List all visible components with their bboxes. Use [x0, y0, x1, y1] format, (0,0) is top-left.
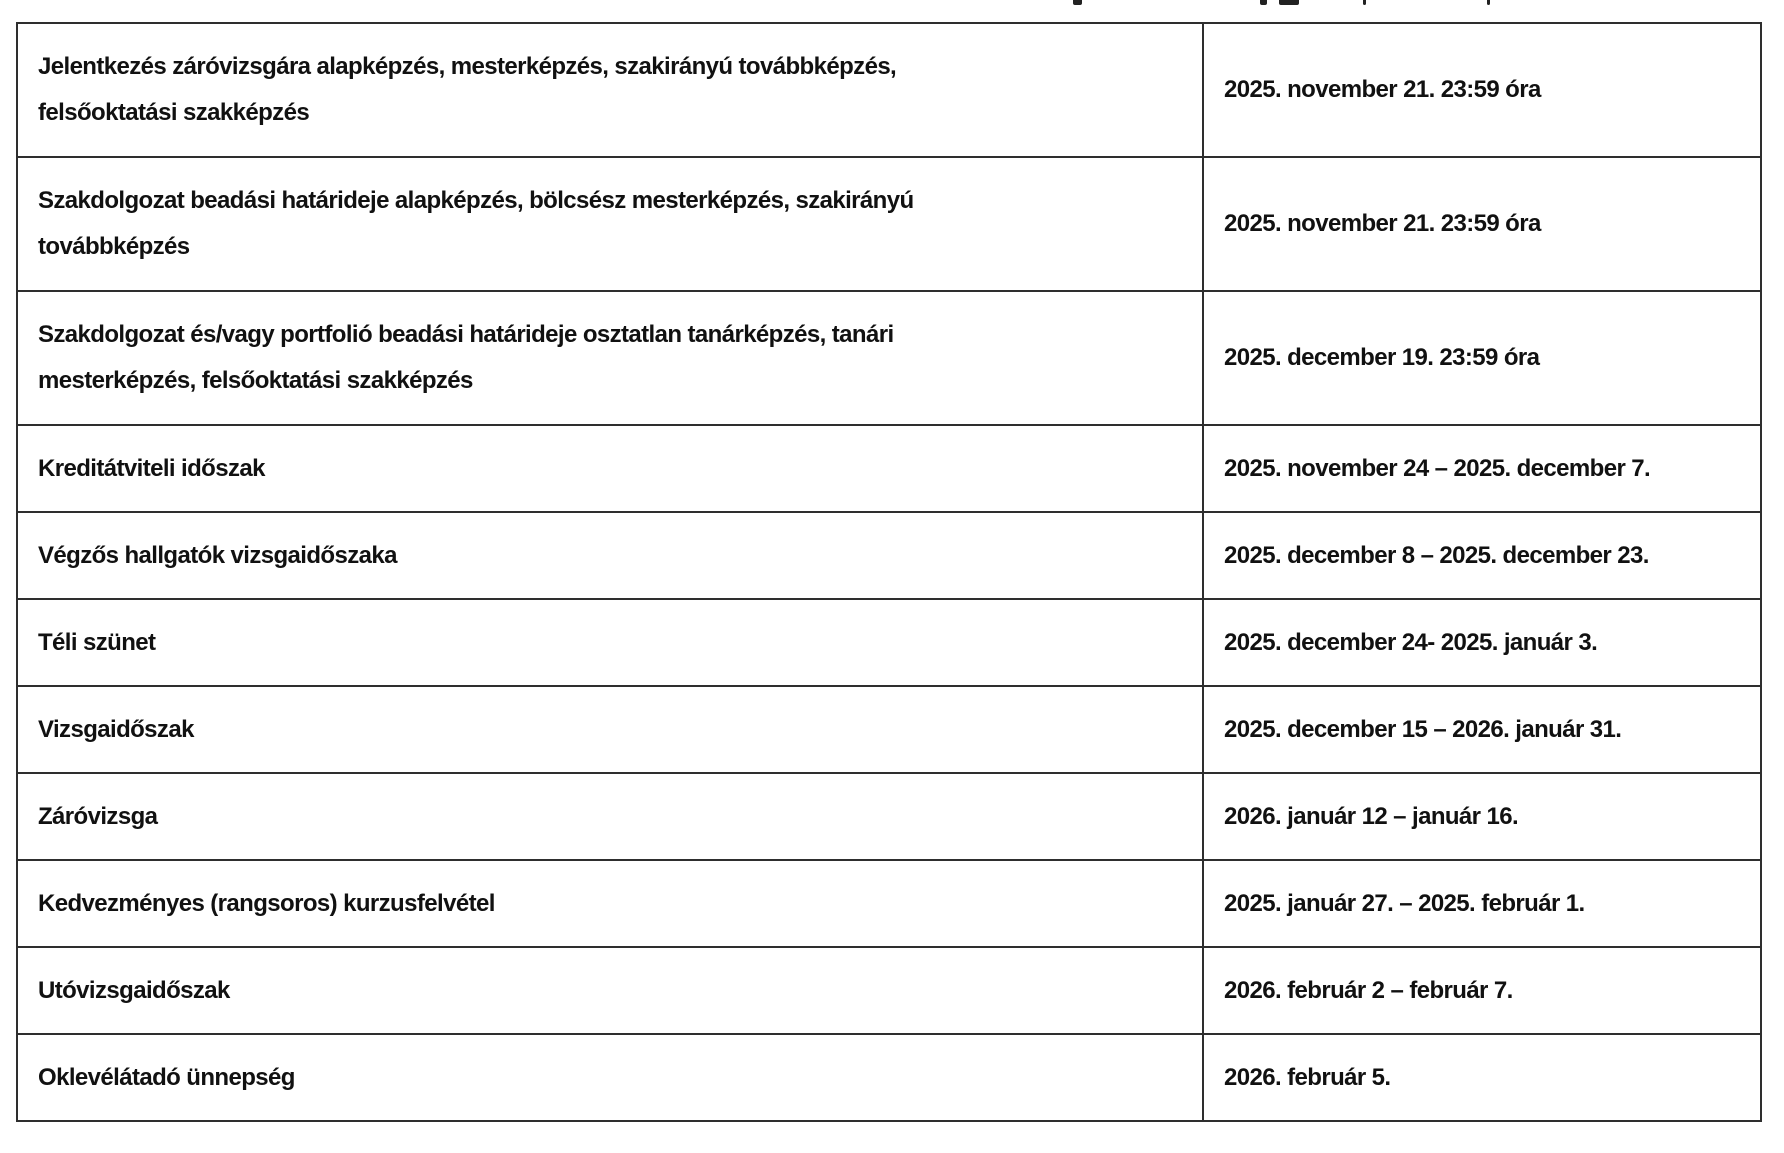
date-cell: 2025. november 24 – 2025. december 7.: [1203, 425, 1761, 512]
cut-off-previous-text-line: [0, 0, 1784, 8]
glyph-descender: [1363, 0, 1366, 5]
event-cell: Záróvizsga: [17, 773, 1203, 860]
table-row: [17, 23, 1761, 157]
date-cell: 2025. december 24- 2025. január 3.: [1203, 599, 1761, 686]
table-row: [17, 1034, 1761, 1121]
event-cell: [17, 23, 1203, 157]
event-cell: Végzős hallgatók vizsgaidőszaka: [17, 512, 1203, 599]
table-row: [17, 860, 1761, 947]
event-text-line: Szakdolgozat beadási határideje alapképzés, bölcsész mesterképzés, szakirányú: [38, 187, 914, 214]
table-row: [17, 512, 1761, 599]
glyph-descender: [1487, 0, 1490, 5]
date-cell: 2026. február 2 – február 7.: [1203, 947, 1761, 1034]
glyph-descender: [1073, 0, 1082, 5]
table-row: [17, 773, 1761, 860]
date-cell: 2025. november 21. 23:59 óra: [1203, 157, 1761, 291]
glyph-descender: [1260, 0, 1267, 5]
table-row: [17, 291, 1761, 425]
event-cell: Téli szünet: [17, 599, 1203, 686]
date-cell: 2025. november 21. 23:59 óra: [1203, 23, 1761, 157]
date-cell: 2026. január 12 – január 16.: [1203, 773, 1761, 860]
event-cell: Kreditátviteli időszak: [17, 425, 1203, 512]
event-text-line: Jelentkezés záróvizsgára alapképzés, mesterképzés, szakirányú továbbképzés,: [38, 53, 897, 80]
glyph-descender: [1279, 0, 1299, 5]
date-cell: 2025. december 19. 23:59 óra: [1203, 291, 1761, 425]
date-cell: 2025. január 27. – 2025. február 1.: [1203, 860, 1761, 947]
academic-schedule-table: [16, 22, 1762, 1122]
event-text-line: mesterképzés, felsőoktatási szakképzés: [38, 367, 473, 394]
event-cell: Kedvezményes (rangsoros) kurzusfelvétel: [17, 860, 1203, 947]
table-row: [17, 425, 1761, 512]
event-text-line: továbbképzés: [38, 233, 190, 260]
event-cell: Vizsgaidőszak: [17, 686, 1203, 773]
event-text-line: felsőoktatási szakképzés: [38, 99, 310, 126]
table-row: [17, 157, 1761, 291]
date-cell: 2025. december 8 – 2025. december 23.: [1203, 512, 1761, 599]
date-cell: 2025. december 15 – 2026. január 31.: [1203, 686, 1761, 773]
event-cell: Utóvizsgaidőszak: [17, 947, 1203, 1034]
table-row: [17, 686, 1761, 773]
table-row: [17, 947, 1761, 1034]
event-cell: [17, 291, 1203, 425]
event-cell: [17, 157, 1203, 291]
event-cell: Oklevélátadó ünnepség: [17, 1034, 1203, 1121]
event-text-line: Szakdolgozat és/vagy portfolió beadási határideje osztatlan tanárképzés, tanári: [38, 321, 894, 348]
table-row: [17, 599, 1761, 686]
date-cell: 2026. február 5.: [1203, 1034, 1761, 1121]
